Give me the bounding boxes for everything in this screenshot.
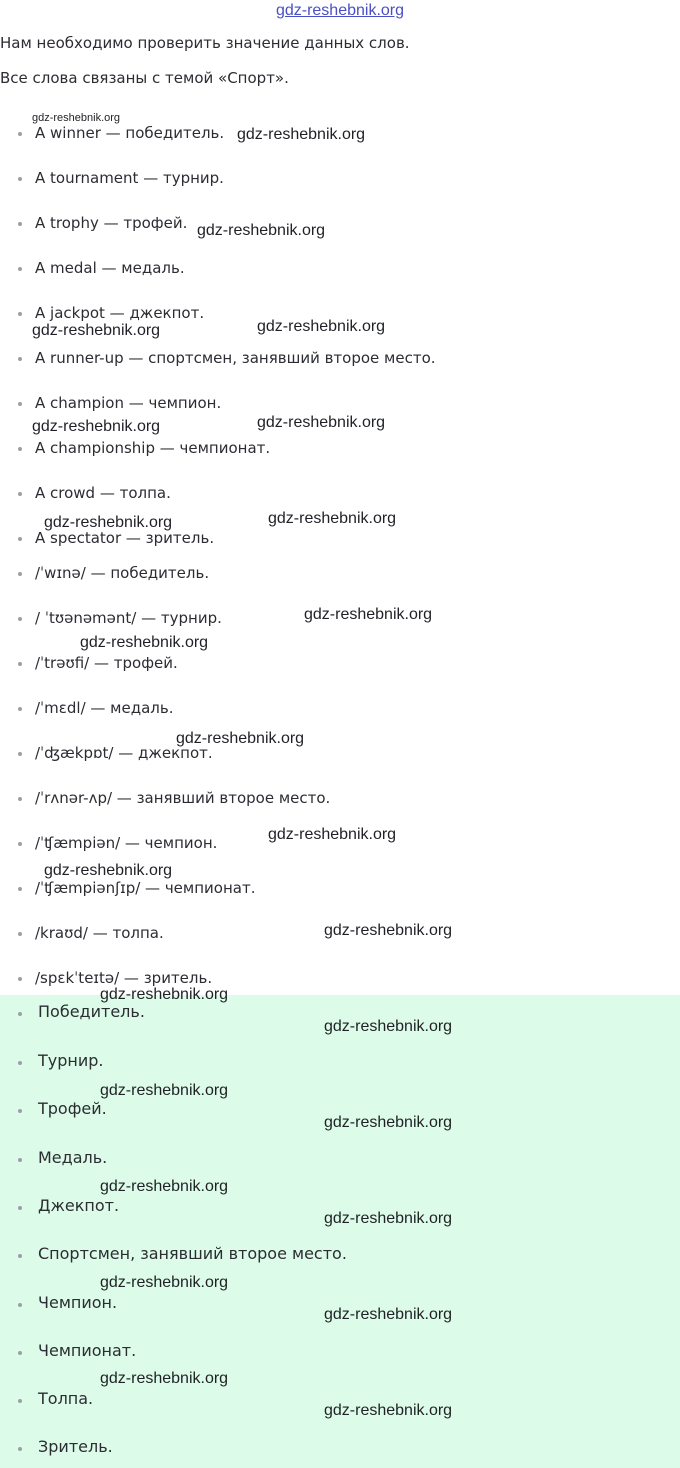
bullet-icon <box>18 1351 22 1355</box>
transcription-text: /ˈʤækpɒt/ — джекпот. <box>35 744 213 762</box>
bullet-icon <box>18 1061 22 1065</box>
answer-text: Медаль. <box>38 1148 108 1167</box>
bullet-icon <box>18 617 22 621</box>
list-item <box>0 214 680 238</box>
list-item <box>0 439 680 463</box>
bullet-icon <box>18 977 22 981</box>
bullet-icon <box>18 222 22 226</box>
list-item <box>0 169 680 193</box>
watermark: gdz-reshebnik.org <box>268 510 397 527</box>
list-item <box>0 879 680 903</box>
bullet-icon <box>18 932 22 936</box>
bullet-icon <box>18 797 22 801</box>
bullet-icon <box>18 267 22 271</box>
bullet-icon <box>18 1012 22 1016</box>
bullet-icon <box>18 177 22 181</box>
bullet-icon <box>18 752 22 756</box>
answer-text: Спортсмен, занявший второе место. <box>38 1244 347 1263</box>
answer-item <box>0 1148 680 1174</box>
watermark: gdz-reshebnik.org <box>80 634 209 651</box>
answer-text: Толпа. <box>38 1389 94 1408</box>
list-item <box>0 529 680 553</box>
transcription-text: / ˈtʊənəmənt/ — турнир. <box>35 609 222 627</box>
answer-text: Зритель. <box>38 1437 113 1456</box>
list-item-text: A medal — медаль. <box>35 259 185 277</box>
watermark: gdz-reshebnik.org <box>324 1210 453 1227</box>
watermark: gdz-reshebnik.org <box>32 418 161 435</box>
bullet-icon <box>18 1447 22 1451</box>
watermark: gdz-reshebnik.org <box>100 1370 229 1387</box>
watermark: gdz-reshebnik.org <box>100 1274 229 1291</box>
list-item-text: A runner-up — спортсмен, занявший второе место. <box>35 349 436 367</box>
answer-text: Чемпионат. <box>38 1341 137 1360</box>
bullet-icon <box>18 312 22 316</box>
bullet-icon <box>18 842 22 846</box>
answer-block <box>0 995 680 1468</box>
list-item <box>0 259 680 283</box>
transcription-text: /spɛkˈteɪtə/ — зритель. <box>35 969 213 987</box>
bullet-icon <box>18 1399 22 1403</box>
watermark: gdz-reshebnik.org <box>100 1082 229 1099</box>
bullet-icon <box>18 887 22 891</box>
watermark: gdz-reshebnik.org <box>304 606 433 623</box>
bullet-icon <box>18 572 22 576</box>
bullet-icon <box>18 1254 22 1258</box>
list-item-text: A crowd — толпа. <box>35 484 171 502</box>
watermark: gdz-reshebnik.org <box>324 1306 453 1323</box>
list-item-text: A trophy — трофей. <box>35 214 188 232</box>
watermark: gdz-reshebnik.org <box>268 826 397 843</box>
watermark: gdz-reshebnik.org <box>32 322 161 339</box>
watermark: gdz-reshebnik.org <box>324 922 453 939</box>
list-item-text: A tournament — турнир. <box>35 169 224 187</box>
watermark: gdz-reshebnik.org <box>324 1114 453 1131</box>
bullet-icon <box>18 707 22 711</box>
answer-item <box>0 1051 680 1077</box>
answer-text: Чемпион. <box>38 1293 118 1312</box>
bullet-icon <box>18 1109 22 1113</box>
list-item-text: A spectator — зритель. <box>35 529 215 547</box>
watermark: gdz-reshebnik.org <box>257 318 386 335</box>
watermark: gdz-reshebnik.org <box>237 126 366 143</box>
transcription-text: /ˈtrəʊfi/ — трофей. <box>35 654 178 672</box>
answer-item <box>0 1244 680 1270</box>
list-item <box>0 789 680 813</box>
watermark: gdz-reshebnik.org <box>32 112 121 124</box>
list-item-text: A jackpot — джекпот. <box>35 304 205 322</box>
site-header-link[interactable]: gdz-reshebnik.org <box>275 2 405 19</box>
list-item <box>0 564 680 588</box>
answer-text: Трофей. <box>38 1099 107 1118</box>
watermark: gdz-reshebnik.org <box>100 1178 229 1195</box>
bullet-icon <box>18 357 22 361</box>
bullet-icon <box>18 1303 22 1307</box>
watermark: gdz-reshebnik.org <box>324 1018 453 1035</box>
answer-item <box>0 1437 680 1463</box>
bullet-icon <box>18 132 22 136</box>
answer-text: Победитель. <box>38 1002 145 1021</box>
list-item <box>0 654 680 678</box>
list-item <box>0 744 680 768</box>
transcription-text: /kraʊd/ — толпа. <box>35 924 164 942</box>
intro-topic-text: Все слова связаны с темой «Спорт». <box>0 69 289 87</box>
watermark: gdz-reshebnik.org <box>197 222 326 239</box>
intro-text: Нам необходимо проверить значение данных слов. <box>0 34 410 52</box>
bullet-icon <box>18 662 22 666</box>
transcription-text: /ˈʧæmpiən/ — чемпион. <box>35 834 218 852</box>
transcription-text: /ˈmɛdl/ — медаль. <box>35 699 174 717</box>
watermark: gdz-reshebnik.org <box>257 414 386 431</box>
bullet-icon <box>18 537 22 541</box>
bullet-icon <box>18 447 22 451</box>
list-item-text: A winner — победитель. <box>35 124 225 142</box>
watermark: gdz-reshebnik.org <box>176 730 305 747</box>
list-item-text: A champion — чемпион. <box>35 394 222 412</box>
watermark: gdz-reshebnik.org <box>324 1402 453 1419</box>
watermark: gdz-reshebnik.org <box>100 986 229 1003</box>
answer-text: Джекпот. <box>38 1196 120 1215</box>
list-item <box>0 349 680 373</box>
watermark: gdz-reshebnik.org <box>44 862 173 879</box>
watermark: gdz-reshebnik.org <box>44 514 173 531</box>
bullet-icon <box>18 492 22 496</box>
bullet-icon <box>18 402 22 406</box>
transcription-text: /ˈrʌnər-ʌp/ — занявший второе место. <box>35 789 331 807</box>
bullet-icon <box>18 1158 22 1162</box>
answer-item <box>0 1341 680 1367</box>
answer-text: Турнир. <box>38 1051 104 1070</box>
list-item <box>0 699 680 723</box>
list-item-text: A championship — чемпионат. <box>35 439 271 457</box>
transcription-text: /ˈʧæmpiənʃɪp/ — чемпионат. <box>35 879 256 897</box>
bullet-icon <box>18 1206 22 1210</box>
transcription-text: /ˈwɪnə/ — победитель. <box>35 564 210 582</box>
list-item <box>0 484 680 508</box>
